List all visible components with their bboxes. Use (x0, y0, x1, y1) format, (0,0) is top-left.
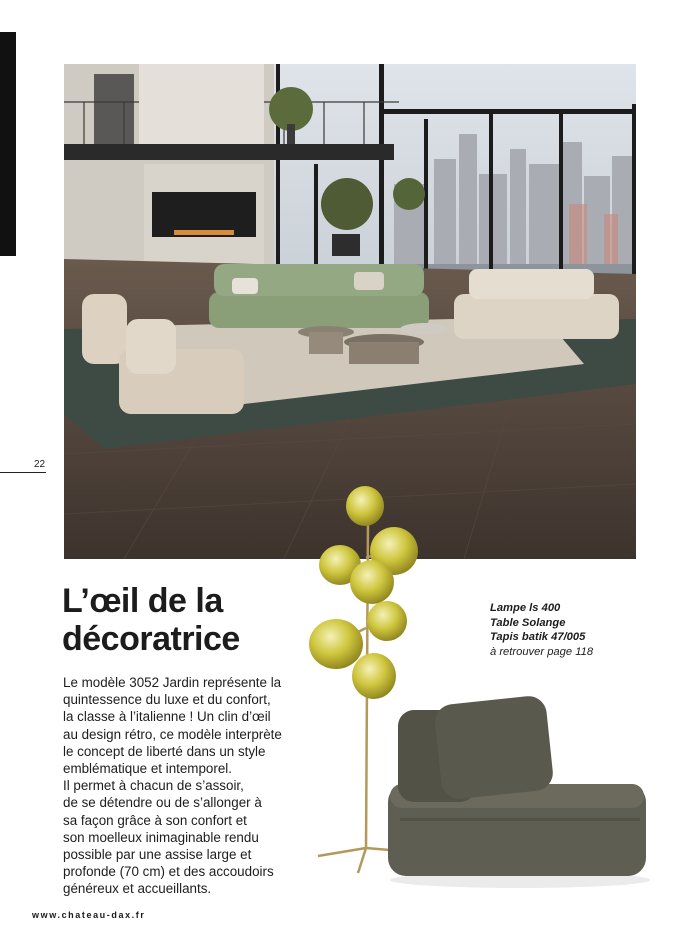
body-line: Le modèle 3052 Jardin représente la (63, 675, 282, 690)
green-sofa (209, 264, 429, 328)
body-line: son moelleux inimaginable rendu (63, 829, 259, 845)
body-line: profonde (70 cm) et des accoudoirs (63, 864, 274, 880)
body-line: emblématique et intemporel. (63, 761, 232, 777)
body-line: sa façon grâce à son confort et (63, 812, 247, 828)
title-line-1: L’œil de la (62, 582, 223, 620)
body-line: au design rétro, ce modèle interprète (63, 726, 282, 742)
page-number-rule (0, 472, 46, 473)
title-line-2: décoratrice (62, 620, 240, 658)
website-url[interactable]: www.chateau-dax.fr (32, 910, 146, 920)
body-line: généreux et accueillants. (63, 881, 212, 897)
page-number: 22 (34, 459, 46, 470)
olive-armchair (388, 694, 650, 888)
product-caption (490, 601, 593, 659)
caption-item-lamp: Lampe ls 400 (490, 602, 561, 614)
caption-item-rug: Tapis batik 47/005 (490, 631, 586, 643)
body-line: le concept de liberté dans un style (63, 743, 266, 759)
body-line: la classe à l’italienne ! Un clin d’œil (63, 709, 271, 725)
product-cutouts (300, 478, 660, 908)
article-body (63, 674, 303, 898)
caption-page-reference: à retrouver page 118 (490, 645, 594, 658)
body-line: de se détendre ou de s’allonger à (63, 795, 262, 811)
chapter-tab-marker (0, 32, 16, 256)
body-line: Il permet à chacun de s’assoir, (63, 778, 244, 794)
body-line: possible par une assise large et (63, 847, 252, 863)
caption-item-table: Table Solange (490, 616, 566, 629)
lamp-and-armchair-illustration (300, 478, 660, 908)
body-line: quintessence du luxe et du confort, (63, 692, 271, 708)
mezzanine-floor (64, 144, 394, 160)
article-title (62, 582, 322, 658)
lamp-glass-globes (309, 486, 418, 699)
